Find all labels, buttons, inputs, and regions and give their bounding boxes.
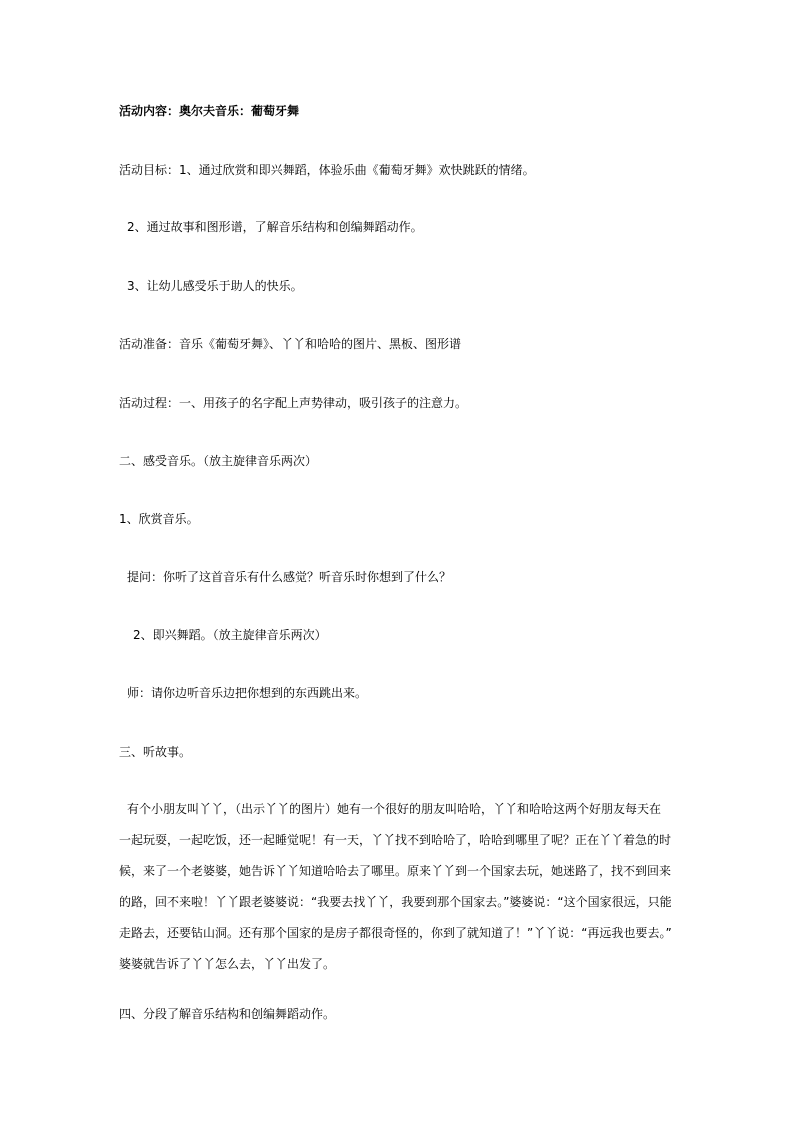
- activity-process-step-1: 活动过程：一、用孩子的名字配上声势律动，吸引孩子的注意力。: [119, 396, 468, 410]
- activity-title: 活动内容：奥尔夫音乐：葡萄牙舞: [119, 104, 300, 118]
- story-line: 一起玩耍，一起吃饭，还一起睡觉呢！有一天，丫丫找不到哈哈了，哈哈到哪里了呢？正在丫丫着急的时: [119, 833, 672, 847]
- story-line: 候，来了一个老婆婆，她告诉丫丫知道哈哈去了哪里。原来丫丫到一个国家去玩，她迷路了，找不到回来: [119, 864, 672, 878]
- activity-preparation: 活动准备：音乐《葡萄牙舞》、丫丫和哈哈的图片、黑板、图形谱: [119, 337, 462, 351]
- substep-improv-dance: 2、即兴舞蹈。（放主旋律音乐两次）: [133, 628, 327, 642]
- story-line: 走路去，还要钻山洞。还有那个国家的是房子都很奇怪的，你到了就知道了！”丫丫说：“再远我也要去。”: [119, 926, 672, 940]
- question-text: 提问：你听了这首音乐有什么感觉？听音乐时你想到了什么？: [127, 570, 452, 584]
- activity-goal-3: 3、让幼儿感受乐于助人的快乐。: [127, 279, 303, 293]
- story-paragraph: [119, 799, 679, 985]
- story-line: 有个小朋友叫丫丫，（出示丫丫的图片）她有一个很好的朋友叫哈哈，丫丫和哈哈这两个好朋友每天在: [127, 802, 662, 816]
- section-listen-story: 三、听故事。: [119, 745, 192, 759]
- section-feel-music: 二、感受音乐。（放主旋律音乐两次）: [119, 454, 318, 468]
- substep-appreciate-music: 1、欣赏音乐。: [119, 512, 199, 526]
- story-line: 的路，回不来啦！丫丫跟老婆婆说：“我要去找丫丫，我要到那个国家去。”婆婆说：“这个国家很远，只能: [119, 895, 672, 909]
- story-line: 婆婆就告诉了丫丫怎么去，丫丫出发了。: [119, 957, 336, 971]
- activity-goal-2: 2、通过故事和图形谱，了解音乐结构和创编舞蹈动作。: [127, 220, 423, 234]
- section-music-structure: 四、分段了解音乐结构和创编舞蹈动作。: [119, 1007, 336, 1021]
- activity-goal-1: 活动目标：1、通过欣赏和即兴舞蹈，体验乐曲《葡萄牙舞》欢快跳跃的情绪。: [119, 163, 535, 177]
- teacher-instruction: 师：请你边听音乐边把你想到的东西跳出来。: [127, 686, 368, 700]
